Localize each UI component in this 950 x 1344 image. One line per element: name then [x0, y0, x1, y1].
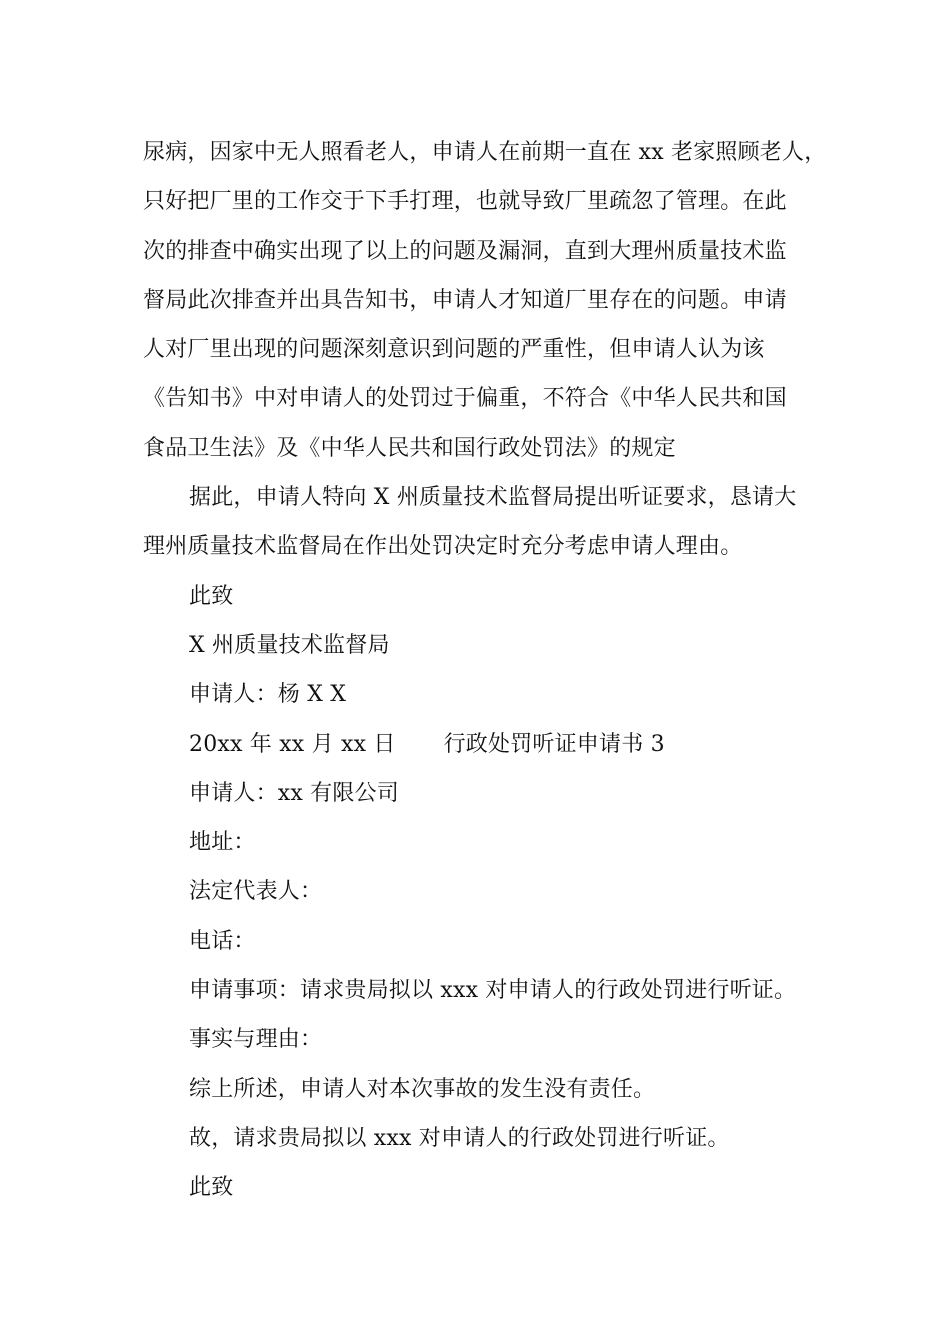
hearing-request-line: 据此，申请人特向 X 州质量技术监督局提出听证要求，恳请大 — [189, 485, 797, 511]
paragraph-line: 食品卫生法》及《中华人民共和国行政处罚法》的规定 — [143, 435, 676, 461]
phone-field: 电话： — [189, 928, 256, 954]
next-document-title: 行政处罚听证申请书 3 — [443, 731, 665, 757]
paragraph-line: 只好把厂里的工作交于下手打理，也就导致厂里疏忽了管理。在此 — [143, 189, 787, 215]
address-field: 地址： — [189, 830, 256, 856]
paragraph-line: 督局此次排查并出具告知书，申请人才知道厂里存在的问题。申请 — [143, 287, 787, 313]
therefore-line: 故，请求贵局拟以 xxx 对申请人的行政处罚进行听证。 — [189, 1125, 730, 1151]
paragraph-line: 尿病，因家中无人照看老人，申请人在前期一直在 xx 老家照顾老人， — [143, 140, 827, 165]
date-line — [143, 720, 823, 769]
closing-salutation: 此致 — [189, 583, 234, 609]
facts-heading: 事实与理由： — [189, 1027, 323, 1053]
document-body — [143, 128, 827, 1213]
date: 20xx 年 xx 月 xx 日 — [189, 731, 396, 757]
paragraph-line: 次的排查中确实出现了以上的问题及漏洞，直到大理州质量技术监 — [143, 238, 787, 264]
paragraph-line: 《告知书》中对申请人的处罚过于偏重，不符合《中华人民共和国 — [143, 386, 787, 412]
recipient: X 州质量技术监督局 — [189, 632, 390, 658]
summary-line: 综上所述，申请人对本次事故的发生没有责任。 — [189, 1076, 656, 1102]
closing-salutation: 此致 — [189, 1175, 234, 1201]
paragraph-line: 人对厂里出现的问题深刻意识到问题的严重性，但申请人认为该 — [143, 337, 765, 363]
legal-representative-field: 法定代表人： — [189, 879, 323, 905]
applicant-signature: 申请人：杨 X X — [189, 682, 347, 708]
request-item: 申请事项：请求贵局拟以 xxx 对申请人的行政处罚进行听证。 — [189, 978, 797, 1004]
hearing-request-line: 理州质量技术监督局在作出处罚决定时充分考虑申请人理由。 — [143, 534, 743, 560]
applicant-field: 申请人：xx 有限公司 — [189, 780, 400, 806]
